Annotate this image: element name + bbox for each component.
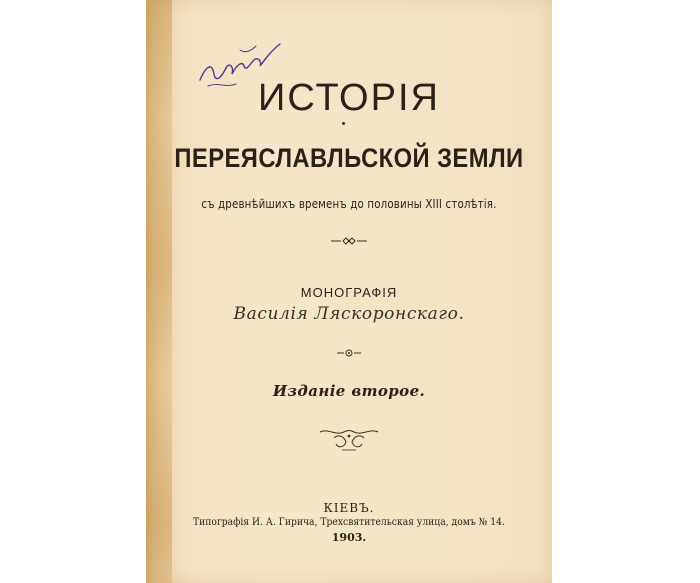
ornament-divider-1 <box>146 233 552 251</box>
ornament-flourish <box>146 424 552 457</box>
publication-year: 1903. <box>331 531 367 544</box>
book-title-page <box>146 0 552 583</box>
subtitle: съ древнѣйшихъ временъ до половины XIII столѣтія. <box>201 196 497 211</box>
city-imprint: КІЕВЪ. <box>323 501 375 515</box>
edition-label: Изданіе второе. <box>272 382 426 400</box>
title-line-2: ПЕРЕЯСЛАВЛЬСКОЙ ЗЕМЛИ <box>174 143 524 173</box>
printer-imprint: Типографія И. А. Гирича, Трехсвятительская улица, домъ № 14. <box>193 517 505 528</box>
genre-label: МОНОГРАФІЯ <box>300 285 398 300</box>
author-name: Василія Ляскоронскаго. <box>233 304 465 324</box>
ornament-divider-2 <box>146 345 552 363</box>
title-dot <box>342 122 345 125</box>
title-line-1: ИСТОРІЯ <box>258 77 440 119</box>
